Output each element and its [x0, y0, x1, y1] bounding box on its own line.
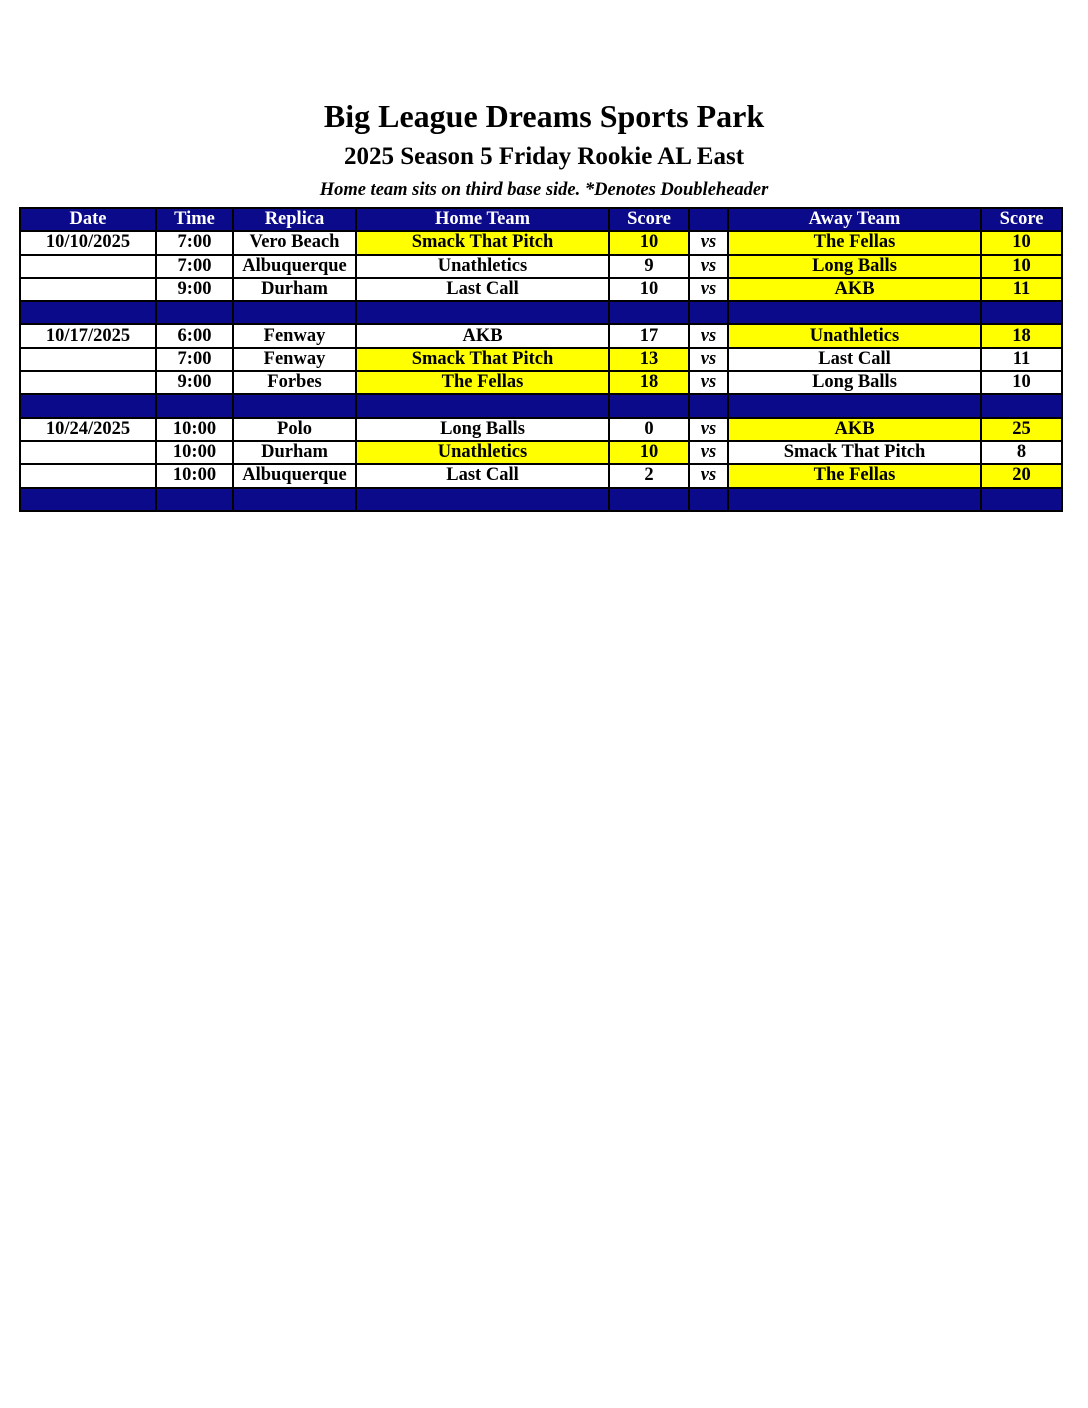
away-score-cell: 10 — [981, 371, 1062, 394]
time-cell: 7:00 — [156, 255, 233, 278]
separator-cell — [233, 394, 356, 417]
column-header-time: Time — [156, 208, 233, 231]
separator-cell — [156, 488, 233, 511]
separator-row — [20, 394, 1062, 417]
time-cell: 9:00 — [156, 278, 233, 301]
date-cell — [20, 255, 156, 278]
home-score-cell: 10 — [609, 441, 689, 464]
home-score-cell: 9 — [609, 255, 689, 278]
replica-cell: Polo — [233, 418, 356, 441]
time-cell: 10:00 — [156, 441, 233, 464]
date-cell: 10/17/2025 — [20, 324, 156, 347]
away-score-cell: 10 — [981, 255, 1062, 278]
separator-cell — [20, 301, 156, 324]
column-header-vs — [689, 208, 728, 231]
vs-cell: vs — [689, 278, 728, 301]
game-row — [20, 418, 1062, 441]
page-subtitle: 2025 Season 5 Friday Rookie AL East — [343, 143, 745, 170]
away-team-cell: Long Balls — [728, 255, 981, 278]
replica-cell: Albuquerque — [233, 464, 356, 487]
time-cell: 7:00 — [156, 231, 233, 254]
home-score-cell: 17 — [609, 324, 689, 347]
column-header-date: Date — [20, 208, 156, 231]
separator-cell — [156, 301, 233, 324]
away-score-cell: 18 — [981, 324, 1062, 347]
home-score-cell: 13 — [609, 348, 689, 371]
column-header-replica: Replica — [233, 208, 356, 231]
replica-cell: Durham — [233, 441, 356, 464]
away-team-cell: Unathletics — [728, 324, 981, 347]
column-header-away-score: Score — [981, 208, 1062, 231]
separator-cell — [356, 301, 609, 324]
away-team-cell: Smack That Pitch — [728, 441, 981, 464]
vs-cell: vs — [689, 231, 728, 254]
separator-cell — [156, 394, 233, 417]
time-cell: 10:00 — [156, 464, 233, 487]
away-score-cell: 11 — [981, 278, 1062, 301]
replica-cell: Albuquerque — [233, 255, 356, 278]
vs-cell: vs — [689, 348, 728, 371]
game-row — [20, 371, 1062, 394]
home-score-cell: 2 — [609, 464, 689, 487]
replica-cell: Fenway — [233, 348, 356, 371]
vs-cell: vs — [689, 464, 728, 487]
separator-cell — [20, 394, 156, 417]
vs-cell: vs — [689, 441, 728, 464]
game-row — [20, 278, 1062, 301]
home-team-cell: Smack That Pitch — [356, 231, 609, 254]
column-header-away-team: Away Team — [728, 208, 981, 231]
away-team-cell: AKB — [728, 418, 981, 441]
separator-cell — [609, 488, 689, 511]
home-score-cell: 10 — [609, 231, 689, 254]
away-score-cell: 20 — [981, 464, 1062, 487]
column-header-home-team: Home Team — [356, 208, 609, 231]
time-cell: 9:00 — [156, 371, 233, 394]
replica-cell: Fenway — [233, 324, 356, 347]
away-score-cell: 25 — [981, 418, 1062, 441]
separator-cell — [728, 301, 981, 324]
home-team-cell: Unathletics — [356, 255, 609, 278]
page-title: Big League Dreams Sports Park — [323, 98, 765, 134]
game-row — [20, 324, 1062, 347]
date-cell — [20, 441, 156, 464]
away-score-cell: 11 — [981, 348, 1062, 371]
separator-cell — [356, 394, 609, 417]
home-team-cell: Last Call — [356, 464, 609, 487]
replica-cell: Forbes — [233, 371, 356, 394]
separator-cell — [728, 488, 981, 511]
home-team-cell: Last Call — [356, 278, 609, 301]
separator-cell — [233, 301, 356, 324]
vs-cell: vs — [689, 324, 728, 347]
away-team-cell: The Fellas — [728, 231, 981, 254]
vs-cell: vs — [689, 371, 728, 394]
separator-cell — [981, 488, 1062, 511]
home-score-cell: 18 — [609, 371, 689, 394]
home-score-cell: 0 — [609, 418, 689, 441]
away-score-cell: 8 — [981, 441, 1062, 464]
game-row — [20, 255, 1062, 278]
schedule-body — [20, 231, 1062, 511]
separator-cell — [609, 301, 689, 324]
game-row — [20, 464, 1062, 487]
date-cell — [20, 278, 156, 301]
separator-cell — [233, 488, 356, 511]
schedule-note: Home team sits on third base side. *Denotes Doubleheader — [319, 180, 769, 200]
separator-cell — [689, 301, 728, 324]
away-team-cell: Long Balls — [728, 371, 981, 394]
game-row — [20, 348, 1062, 371]
separator-cell — [981, 301, 1062, 324]
separator-cell — [689, 394, 728, 417]
column-header-home-score: Score — [609, 208, 689, 231]
home-team-cell: Long Balls — [356, 418, 609, 441]
separator-row — [20, 488, 1062, 511]
away-team-cell: Last Call — [728, 348, 981, 371]
home-team-cell: Smack That Pitch — [356, 348, 609, 371]
date-cell — [20, 348, 156, 371]
home-score-cell: 10 — [609, 278, 689, 301]
time-cell: 10:00 — [156, 418, 233, 441]
game-row — [20, 231, 1062, 254]
replica-cell: Durham — [233, 278, 356, 301]
separator-cell — [20, 488, 156, 511]
date-cell: 10/24/2025 — [20, 418, 156, 441]
separator-row — [20, 301, 1062, 324]
home-team-cell: AKB — [356, 324, 609, 347]
vs-cell: vs — [689, 418, 728, 441]
separator-cell — [981, 394, 1062, 417]
header-row — [20, 208, 1062, 231]
date-cell — [20, 464, 156, 487]
home-team-cell: The Fellas — [356, 371, 609, 394]
replica-cell: Vero Beach — [233, 231, 356, 254]
away-team-cell: The Fellas — [728, 464, 981, 487]
date-cell: 10/10/2025 — [20, 231, 156, 254]
away-team-cell: AKB — [728, 278, 981, 301]
time-cell: 6:00 — [156, 324, 233, 347]
game-row — [20, 441, 1062, 464]
away-score-cell: 10 — [981, 231, 1062, 254]
time-cell: 7:00 — [156, 348, 233, 371]
separator-cell — [609, 394, 689, 417]
date-cell — [20, 371, 156, 394]
separator-cell — [728, 394, 981, 417]
schedule-table — [19, 207, 1063, 512]
separator-cell — [689, 488, 728, 511]
separator-cell — [356, 488, 609, 511]
vs-cell: vs — [689, 255, 728, 278]
home-team-cell: Unathletics — [356, 441, 609, 464]
